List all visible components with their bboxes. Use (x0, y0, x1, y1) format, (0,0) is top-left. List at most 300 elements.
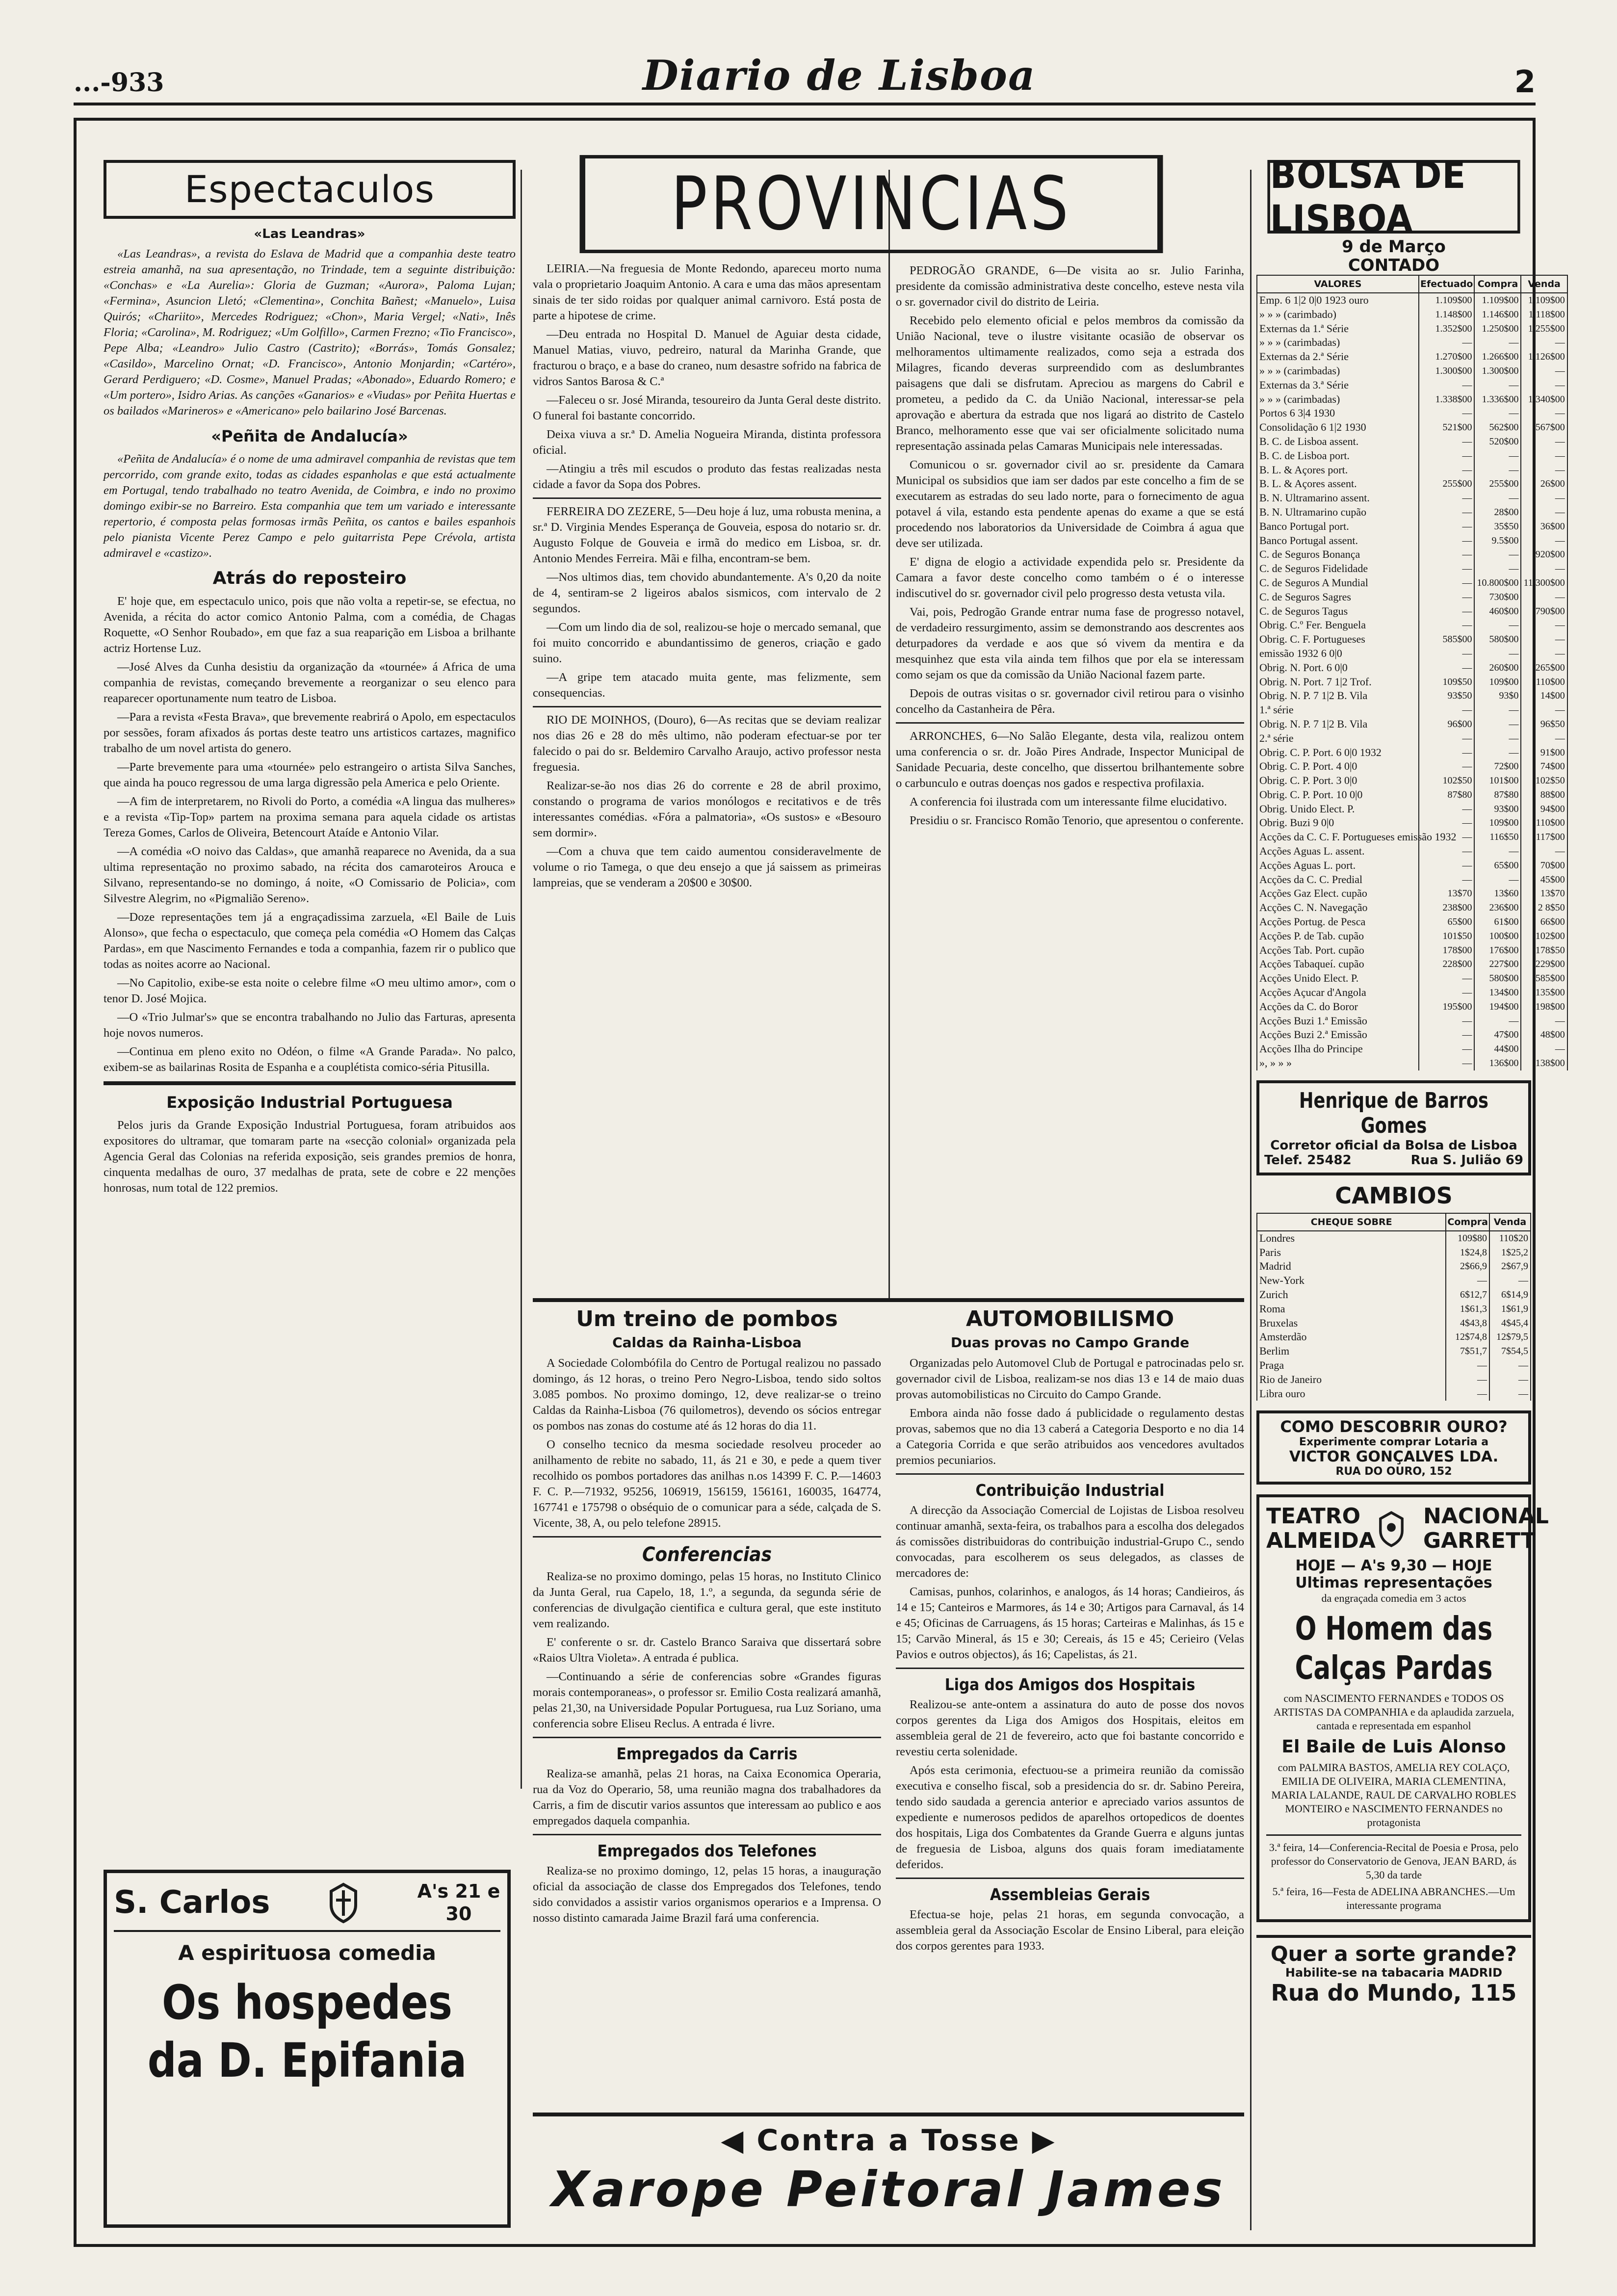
price-cell: — (1474, 378, 1521, 392)
price-cell: — (1419, 1014, 1474, 1028)
article-text: «Peñita de Andalucía» é o nome de uma admiravel companhia de revistas que tem percorrido, com grande exito, todas as cidades espanholas e que está actualmente em Portugal, tendo trabalhado no teatro Avenida, de Coimbra, e indo no proximo domingo exibir-se no Barreiro. Esta companhia que tem um variado e interessante repertorio, é composta pelas formosas irmãs Peñita, os cantos e bailes espanhois pelo pianista Vicente Perez Campo e pelo guitarrista Pepe Crévola, artista admiravel e «castizo». (104, 452, 516, 560)
price-cell: 70$00 (1521, 859, 1567, 873)
article-text: Organizadas pelo Automovel Club de Portugal e patrocinadas pelo sr. governador civil de Lisboa, realizam-se nos dias 13 e 14 de maio duas provas automobilisticas no Circuito do Campo Grande. (896, 1357, 1244, 1401)
price-cell: 520$00 (1474, 435, 1521, 449)
price-cell: — (1521, 435, 1567, 449)
table-row (1257, 505, 1567, 520)
price-cell: — (1474, 717, 1521, 731)
article-text: —Deu entrada no Hospital D. Manuel de Aguiar desta cidade, Manuel Matias, viuvo, pedreiro, natural da Marinha Grande, que fracturou o braço, e a base do craneo, num desastre sofrido na fabrica de vidros Santos Barosa & C.ª (533, 328, 881, 388)
rate-cell: 7$54,5 (1489, 1344, 1531, 1358)
table-row (1257, 590, 1567, 604)
price-cell: — (1419, 604, 1474, 619)
security-name: B. L. & Açores assent. (1257, 477, 1419, 491)
section-subheading: Caldas da Rainha-Lisboa (612, 1334, 802, 1351)
article-text: E' hoje que, em espectaculo unico, pois que não volta a repetir-se, se efectua, no Avenida, a récita do actor comico Antonio Palma, com a comédia, de Chagas Roquette, «O Senhor Roubado», em que faz a sua reaparição em Lisboa a brilhante actriz Hortense Luz. (104, 595, 516, 655)
price-cell: — (1474, 562, 1521, 576)
price-cell: — (1521, 336, 1567, 350)
table-row (1257, 322, 1567, 336)
price-cell: — (1419, 986, 1474, 1000)
table-row (1257, 1259, 1531, 1274)
section-subheading: Duas provas no Campo Grande (950, 1334, 1190, 1351)
col-header: Compra (1474, 275, 1521, 293)
price-cell: 1.352$00 (1419, 322, 1474, 336)
price-cell: 178$00 (1419, 943, 1474, 958)
ad-product: Xarope Peitoral James (551, 2161, 1226, 2218)
article-text: —Para a revista «Festa Brava», que brevemente reabrirá o Apolo, em espectaculos por sessões, foram afixados ás portas deste teatro uns artisticos cartazes, magnifico trabalho de um novel artista do genero. (104, 710, 516, 755)
security-name: » » » (carimbadas) (1257, 392, 1419, 407)
price-cell: — (1419, 971, 1474, 986)
rate-cell: 6$12,7 (1446, 1288, 1489, 1302)
price-cell: 134$00 (1474, 986, 1521, 1000)
price-cell: — (1521, 731, 1567, 746)
price-cell: 102$50 (1521, 774, 1567, 788)
price-cell: — (1419, 520, 1474, 534)
price-cell: 460$00 (1474, 604, 1521, 619)
price-cell: — (1419, 590, 1474, 604)
security-name: Acções C. N. Navegação (1257, 901, 1419, 915)
security-name: C. de Seguros Bonança (1257, 548, 1419, 562)
price-cell: 44$00 (1474, 1042, 1521, 1056)
price-cell: 227$00 (1474, 957, 1521, 971)
security-name: Acções da C. C. F. Portugueses emissão 1932 (1257, 830, 1419, 844)
security-name: B. C. de Lisboa port. (1257, 449, 1419, 463)
table-row (1257, 1344, 1531, 1358)
column-rule (888, 170, 890, 1298)
price-cell: 109$50 (1419, 675, 1474, 689)
ad-line: Rua do Mundo, 115 (1271, 1980, 1517, 2007)
play-title: Os hospedes da D. Epifania (147, 1975, 467, 2088)
price-cell: — (1474, 1014, 1521, 1028)
security-name: Acções Aguas L. port. (1257, 859, 1419, 873)
price-cell: 1.109$00 (1419, 293, 1474, 308)
section-rule (896, 1668, 1244, 1669)
article-text: —Atingiu a três mil escudos o produto das festas realizadas nesta cidade a favor da Sopa dos Pobres. (533, 462, 881, 491)
table-row (1257, 1373, 1531, 1387)
security-name: Acções Unido Elect. P. (1257, 971, 1419, 986)
table-row (1257, 1288, 1531, 1302)
article-text: PEDROGÃO GRANDE, 6—De visita ao sr. Julio Farinha, presidente da comissão administrativa deste concelho, esteve nesta vila o sr. governador civil do distrito de Leiria. (896, 264, 1244, 309)
price-cell: — (1419, 816, 1474, 830)
ad-line: Quer a sorte grande? (1270, 1942, 1517, 1966)
ad-note: 5.ª feira, 16—Festa de ADELINA ABRANCHES.—Um interessante programa (1272, 1885, 1515, 1912)
price-cell: — (1474, 844, 1521, 859)
price-cell: 1.336$00 (1474, 392, 1521, 407)
ad-line: Habilite-se na tabacaria MADRID (1285, 1966, 1503, 1980)
table-row (1257, 929, 1567, 943)
price-cell: 228$00 (1419, 957, 1474, 971)
security-name: Obrig. C. P. Port. 6 0|0 1932 (1257, 746, 1419, 760)
price-cell: — (1419, 1028, 1474, 1042)
xarope-ad (533, 2113, 1244, 2235)
exchange-table-body (1257, 1231, 1531, 1401)
price-cell: — (1419, 802, 1474, 816)
price-cell: 14$00 (1521, 689, 1567, 703)
cambios-title: CAMBIOS (1335, 1182, 1453, 1209)
price-cell: 102$00 (1521, 929, 1567, 943)
table-row (1257, 308, 1567, 322)
rate-cell: — (1446, 1274, 1489, 1288)
security-name: Consolidação 6 1|2 1930 (1257, 420, 1419, 435)
bolsa-date: 9 de Março (1342, 237, 1446, 257)
article-text: «Las Leandras», a revista do Eslava de Madrid que a companhia deste teatro estreia amanhã, na sua apresentação, no Trindade, tem a seguinte distribuição: «Conchas» e «La Aurelia»: Gloria de Guzman; «Aurora», Paloma Lujan; «Fermina», Asuncion Lletó; «Clementina», Conchita Bañest; «Manuelo», Luisa Quirós; «Chariito», Mercedes Rodriguez; «Chon», Maria Vergel; «Nati», Inês Floria; «Carolina», M. Rodriguez; «Um Golfillo», Carmen Frezno; «Tio Francisco», Pepe Alba; «Leandro» Julio Castro (Castrito); «Borrás», Tomás Gonsalez; «Casildo», Marcelino Ornat; «D. Francisco», Antonio Monjardin; «Cartéro», Gerard Perdiguero; «D. Cosme», Manuel Pradas; «Abonado», Eduardo Romero; e «Um portero», Isidro Arias. As canções «Ganarios» e «Viudas» por Peñita Huertas e os bailados «Marineros» e «Americano» pelo bailarino José Barcenas. (104, 247, 516, 417)
col-header: Venda (1521, 275, 1567, 293)
security-name: C. de Seguros Sagres (1257, 590, 1419, 604)
price-cell: — (1419, 746, 1474, 760)
issue-date: ...-933 (74, 68, 164, 98)
table-row (1257, 449, 1567, 463)
arrow-left-icon: ◀ (721, 2123, 745, 2158)
section-rule (896, 1878, 1244, 1879)
price-cell: 1.300$00 (1474, 364, 1521, 378)
price-cell: — (1474, 703, 1521, 717)
table-row (1257, 759, 1567, 774)
price-cell: 176$00 (1474, 943, 1521, 958)
table-row (1257, 703, 1567, 717)
price-cell: — (1521, 449, 1567, 463)
rate-cell: — (1489, 1387, 1531, 1401)
article-text: —Continua em pleno exito no Odéon, o filme «A Grande Parada». No palco, exibem-se as bailarinas Rosita de Espanha e a couplétista comico-séria Pitusilla. (104, 1045, 516, 1074)
briefs-right (896, 1302, 1244, 2112)
table-row (1257, 774, 1567, 788)
price-cell: 580$00 (1474, 632, 1521, 647)
security-name: Obrig. N. Port. 7 1|2 Trof. (1257, 675, 1419, 689)
price-cell: — (1419, 491, 1474, 505)
table-row (1257, 1246, 1531, 1260)
article-text: E' conferente o sr. dr. Castelo Branco Saraiva que dissertará sobre «Raios Ultra Violeta». A entrada é publica. (533, 1636, 881, 1665)
table-row (1257, 1387, 1531, 1401)
table-row (1257, 1302, 1531, 1316)
section-heading: Contribuição Industrial (975, 1481, 1165, 1500)
rate-cell: 110$20 (1489, 1231, 1531, 1246)
price-cell: 109$00 (1474, 816, 1521, 830)
sorte-ad (1256, 1935, 1531, 2006)
exchange-table (1256, 1213, 1531, 1401)
section-heading: Empregados da Carris (616, 1744, 798, 1763)
price-cell: — (1474, 873, 1521, 887)
article-text: Realiza-se no proximo domingo, pelas 15 horas, no Instituto Clinico da Junta Geral, rua Capelo, 18, 1.º, a segunda, da segunda série de conferencias de divulgação cientifica e cultura geral, que este instituto vem realizando. (533, 1570, 881, 1630)
security-name: » » » (carimbadas) (1257, 336, 1419, 350)
article-text: Embora ainda não fosse dado á publicidade o regulamento destas provas, sabemos que no dia 13 caberá a Categoria Desporto e no dia 14 a Categoria Corrida e que serão atribuidos aos vencedores avultados premios pecuniarios. (896, 1407, 1244, 1467)
price-cell: — (1419, 618, 1474, 632)
article-text: —A comédia «O noivo das Caldas», que amanhã reaparece no Avenida, da a sua ultima representação no proximo sabado, na récita dos camaroteiros Arouca e Silvano, representando-se no domingo, á noite, «O Comissario de Policia», com Silvestre Alegrim, no «Pigmalião Sereno». (104, 845, 516, 905)
price-cell: — (1474, 746, 1521, 760)
bolsa-contado: CONTADO (1348, 256, 1440, 275)
price-cell: 195$00 (1419, 1000, 1474, 1014)
table-row (1257, 548, 1567, 562)
security-name: Obrig. C. P. Port. 3 0|0 (1257, 774, 1419, 788)
section-heading: AUTOMOBILISMO (965, 1306, 1174, 1331)
price-cell: 1.146$00 (1474, 308, 1521, 322)
price-cell: 26$00 (1521, 477, 1567, 491)
rate-cell: 4$43,8 (1446, 1316, 1489, 1331)
currency-city: Bruxelas (1257, 1316, 1446, 1331)
price-cell: — (1521, 406, 1567, 420)
section-heading: Assembleias Gerais (990, 1885, 1150, 1904)
security-name: Externas da 1.ª Série (1257, 322, 1419, 336)
price-cell: 102$50 (1419, 774, 1474, 788)
price-cell: 72$00 (1474, 759, 1521, 774)
section-rule (533, 1536, 881, 1538)
table-row (1257, 830, 1567, 844)
article-text: A direcção da Associação Comercial de Lojistas de Lisboa resolveu continuar amanhã, sexta-feira, os trabalhos para a escolha dos delegados ás comissões distribuidoras do contribuição industrial-Grupo C., sendo convocadas, para escolherem os seus delegados, as classes de mercadores de: (896, 1504, 1244, 1580)
price-cell: — (1419, 534, 1474, 548)
price-cell: 45$00 (1521, 873, 1567, 887)
price-cell: — (1419, 463, 1474, 477)
price-cell: 13$60 (1474, 887, 1521, 901)
rate-cell: 1$25,2 (1489, 1246, 1531, 1260)
price-cell: 100$00 (1474, 929, 1521, 943)
security-name: Externas da 2.ª Série (1257, 350, 1419, 364)
table-row (1257, 463, 1567, 477)
price-cell: 178$50 (1521, 943, 1567, 958)
price-cell: 9.5$00 (1474, 534, 1521, 548)
article-text: Depois de outras visitas o sr. governador civil retirou para o visinho concelho da Castanheira de Pêra. (896, 687, 1244, 716)
table-row (1257, 618, 1567, 632)
theatre-name-left: TEATRO ALMEIDA (1266, 1504, 1376, 1554)
price-cell: 87$80 (1419, 788, 1474, 802)
article-text: —José Alves da Cunha desistiu da organização da «tournée» á Africa de uma companhia de revistas, começando brevemente a reorganizar o seu elenco para reaparecer oportunamente num teatro de Lisboa. (104, 660, 516, 705)
price-cell: 65$00 (1474, 859, 1521, 873)
table-row (1257, 520, 1567, 534)
security-name: Acções Aguas L. assent. (1257, 844, 1419, 859)
article-text: Pelos juris da Grande Exposição Industrial Portuguesa, foram atribuidos aos expositores do ultramar, que tomaram parte na «secção colonial» organizada pela Agencia Geral das Colonias na referida exposição, seis grandes premios de honra, cinquenta medalhas de ouro, 37 medalhas de prata, sete de cobre e 22 menções honrosas, num total de 122 premios. (104, 1119, 516, 1195)
price-cell: 88$00 (1521, 788, 1567, 802)
section-heading: Conferencias (642, 1543, 772, 1566)
price-cell: — (1419, 647, 1474, 661)
security-name: Obrig. C.º Fer. Benguela (1257, 618, 1419, 632)
ad-line: Ultimas representações (1295, 1574, 1492, 1592)
price-cell: — (1521, 703, 1567, 717)
article-text: Presidiu o sr. Francisco Romão Tenorio, que apresentou o conferente. (910, 814, 1244, 827)
price-cell: — (1521, 491, 1567, 505)
col-header: CHEQUE SOBRE (1257, 1213, 1446, 1231)
table-row (1257, 1000, 1567, 1014)
article-text: —A fim de interpretarem, no Rivoli do Porto, a comédia «A lingua das mulheres» e a revista «Tip-Top» partem na proxima semana para aquela cidade os artistas Tereza Gomes, Carlos de Oliveira, Betencourt Ataíde e Antonio Vilar. (104, 795, 516, 839)
table-row (1257, 788, 1567, 802)
price-cell: — (1521, 844, 1567, 859)
price-cell: — (1474, 647, 1521, 661)
article-text: Deixa viuva a sr.ª D. Amelia Nogueira Miranda, distinta professora oficial. (533, 428, 881, 457)
security-name: Externas da 3.ª Série (1257, 378, 1419, 392)
price-cell: 1.109$00 (1474, 293, 1521, 308)
article-text: FERREIRA DO ZEZERE, 5—Deu hoje á luz, uma robusta menina, a sr.ª D. Virginia Mendes Esperança de Gouveia, esposa do notario sr. dr. Augusto Folque de Gouveia e irmã do medico em Lisboa, sr. dr. Antonio Mendes Ferreira. Mãi e filha, encontram-se bem. (533, 505, 881, 565)
article-text: A Sociedade Colombófila do Centro de Portugal realizou no passado domingo, ás 12 horas, o treino Pero Negro-Lisboa, tendo sido soltos 3.085 pombos. No proximo domingo, 12, deve realizar-se o treino Caldas da Rainha-Lisboa (76 quilometros), devendo os sócios entregar os pombos nas zonas do costume até ás 12 horas do dia 11. (533, 1357, 881, 1433)
table-row (1257, 717, 1567, 731)
security-name: Obrig. Unido Elect. P. (1257, 802, 1419, 816)
price-cell: — (1419, 844, 1474, 859)
table-row (1257, 1274, 1531, 1288)
price-cell: 255$00 (1419, 477, 1474, 491)
article-text: Realizar-se-ão nos dias 26 do corrente e 28 de abril proximo, constando o programa de varios monólogos e recitativos e de três interessantes comédias. «Fóra a palmatoria», «Os sustos» e «Besouro sem dormir». (533, 779, 881, 839)
security-name: B. N. Ultramarino cupão (1257, 505, 1419, 520)
section-heading: Liga dos Amigos dos Hospitais (944, 1675, 1196, 1694)
table-row (1257, 435, 1567, 449)
ad-note: 3.ª feira, 14—Conferencia-Recital de Poesia e Prosa, pelo professor do Conservatorio de Genova, JEAN BARD, ás 5,30 da tarde (1269, 1841, 1519, 1881)
table-row (1257, 1358, 1531, 1373)
broker-role: Corretor oficial da Bolsa de Lisboa (1270, 1138, 1517, 1153)
price-cell: — (1419, 1042, 1474, 1056)
article-text: ARRONCHES, 6—No Salão Elegante, desta vila, realizou ontem uma conferencia o sr. dr. João Pires Andrade, Inspector Municipal de Sanidade Pecuaria, deste concelho, que dissertou brilhantemente sobre o carbunculo e outras doenças nos gados e respectiva profilaxia. (896, 730, 1244, 790)
price-cell: 1.255$00 (1521, 322, 1567, 336)
table-row (1257, 562, 1567, 576)
table-row (1257, 406, 1567, 420)
section-heading: Exposição Industrial Portuguesa (166, 1093, 453, 1112)
price-cell: — (1474, 491, 1521, 505)
table-row (1257, 915, 1567, 929)
price-cell: — (1521, 647, 1567, 661)
price-cell: — (1521, 378, 1567, 392)
cast-list: com PALMIRA BASTOS, AMELIA REY COLAÇO, EMILIA DE OLIVEIRA, MARIA CLEMENTINA, MARIA LALANDE, RAUL DE CARVALHO ROBLES MONTEIRO e NASCIMENTO FERNANDES no protagonista (1271, 1761, 1516, 1829)
table-row (1257, 873, 1567, 887)
price-cell: 236$00 (1474, 901, 1521, 915)
security-name: B. C. de Lisboa assent. (1257, 435, 1419, 449)
price-cell: — (1419, 859, 1474, 873)
price-cell: — (1419, 435, 1474, 449)
price-cell: — (1419, 731, 1474, 746)
section-rule (533, 1737, 881, 1738)
rate-cell: — (1446, 1358, 1489, 1373)
price-cell: 47$00 (1474, 1028, 1521, 1042)
security-name: Acções Tabaqueí. cupão (1257, 957, 1419, 971)
stock-table (1256, 275, 1568, 1070)
price-cell: — (1521, 364, 1567, 378)
table-row (1257, 392, 1567, 407)
currency-city: Paris (1257, 1246, 1446, 1260)
price-cell: 1.338$00 (1419, 392, 1474, 407)
rate-cell: — (1489, 1274, 1531, 1288)
henrique-ad (1256, 1080, 1531, 1175)
rate-cell: — (1489, 1373, 1531, 1387)
security-name: », » » » (1257, 1056, 1419, 1070)
price-cell: — (1419, 576, 1474, 590)
price-cell: 35$50 (1474, 520, 1521, 534)
table-row (1257, 943, 1567, 958)
price-cell: 96$50 (1521, 717, 1567, 731)
table-row (1257, 336, 1567, 350)
price-cell: — (1419, 548, 1474, 562)
sao-carlos-ad (104, 1870, 511, 2228)
price-cell: 2 8$50 (1521, 901, 1567, 915)
price-cell: — (1419, 830, 1474, 844)
article-text: —A gripe tem atacado muita gente, mas felizmente, sem consequencias. (533, 671, 881, 700)
broker-address: Rua S. Julião 69 (1410, 1152, 1523, 1168)
article-text: —O «Trio Julmar's» que se encontra trabalhando no Julio das Farturas, apresenta hoje novos numeros. (104, 1011, 516, 1040)
price-cell: — (1419, 1056, 1474, 1070)
section-heading: Empregados dos Telefones (597, 1841, 817, 1860)
currency-city: Zurich (1257, 1288, 1446, 1302)
crest-icon (321, 1880, 365, 1925)
price-cell: 1.118$00 (1521, 308, 1567, 322)
table-row (1257, 675, 1567, 689)
theatre-name: S. Carlos (114, 1884, 270, 1921)
price-cell: 1.270$00 (1419, 350, 1474, 364)
ad-subtitle: A espirituosa comedia (178, 1941, 436, 1965)
briefs-left (533, 1302, 881, 2112)
newspaper-title: Diario de Lisboa (642, 51, 1036, 100)
security-name: Acções Buzi 2.ª Emissão (1257, 1028, 1419, 1042)
article-text: Realizou-se ante-ontem a assinatura do auto de posse dos novos corpos gerentes da Liga dos Amigos dos Hospitais, eleitos em assembleia geral de 21 de fevereiro, acto que foi bastante concorrido e revestiu certa solenidade. (896, 1698, 1244, 1758)
rate-cell: — (1446, 1387, 1489, 1401)
table-row (1257, 689, 1567, 703)
security-name: C. de Seguros Fidelidade (1257, 562, 1419, 576)
col-header: VALORES (1257, 275, 1419, 293)
price-cell: — (1521, 505, 1567, 520)
price-cell: 198$00 (1521, 1000, 1567, 1014)
price-cell: 110$00 (1521, 816, 1567, 830)
price-cell: 11.300$00 (1521, 576, 1567, 590)
currency-city: Roma (1257, 1302, 1446, 1316)
table-row (1257, 844, 1567, 859)
price-cell: 13$70 (1521, 887, 1567, 901)
price-cell: 730$00 (1474, 590, 1521, 604)
price-cell: — (1521, 1042, 1567, 1056)
rate-cell: 12$79,5 (1489, 1330, 1531, 1344)
price-cell: 229$00 (1521, 957, 1567, 971)
theatre-ad (1256, 1494, 1549, 1922)
table-row (1257, 1014, 1567, 1028)
security-name: Banco Portugal assent. (1257, 534, 1419, 548)
rate-cell: 1$24,8 (1446, 1246, 1489, 1260)
table-row (1257, 364, 1567, 378)
table-row (1257, 350, 1567, 364)
table-row (1257, 534, 1567, 548)
price-cell: 521$00 (1419, 420, 1474, 435)
table-row (1257, 986, 1567, 1000)
price-cell: — (1419, 759, 1474, 774)
security-name: Portos 6 3|4 1930 (1257, 406, 1419, 420)
price-cell: 96$00 (1419, 717, 1474, 731)
provincias-column-2 (896, 121, 1244, 1298)
article-text: —Faleceu o sr. José Miranda, tesoureiro da Junta Geral deste distrito. O funeral foi bastante concorrido. (533, 393, 881, 422)
article-text: —No Capitolio, exibe-se esta noite o celebre filme «O meu ultimo amor», com o tenor D. José Mojica. (104, 976, 516, 1005)
price-cell: 790$00 (1521, 604, 1567, 619)
table-row (1257, 802, 1567, 816)
article-text: LEIRIA.—Na freguesia de Monte Redondo, apareceu morto numa vala o proprietario Joaquim Antonio. A cara e uma das mãos apresentam sinais de ter sido roidas por qualquer animal carnivoro. Está posta de parte a hipotese de crime. (533, 262, 881, 322)
table-row (1257, 420, 1567, 435)
price-cell: 93$50 (1419, 689, 1474, 703)
price-cell: — (1521, 590, 1567, 604)
article-text: —Com um lindo dia de sol, realizou-se hoje o mercado semanal, que foi muito concorrido e abundantissimo de generos, criação e gado suino. (533, 621, 881, 665)
currency-city: Praga (1257, 1358, 1446, 1373)
table-row (1257, 1330, 1531, 1344)
show-time: HOJE — A's 9,30 — HOJE (1295, 1557, 1492, 1575)
price-cell: 1.250$00 (1474, 322, 1521, 336)
price-cell: 580$00 (1474, 971, 1521, 986)
table-row (1257, 661, 1567, 675)
provincias-title: PROVINCIAS (580, 155, 1163, 253)
section-rule (1266, 1834, 1521, 1836)
price-cell: 48$00 (1521, 1028, 1567, 1042)
rate-cell: 2$66,9 (1446, 1259, 1489, 1274)
rate-cell: 109$80 (1446, 1231, 1489, 1246)
arrow-right-icon: ▶ (1032, 2123, 1056, 2158)
price-cell: 920$00 (1521, 548, 1567, 562)
price-cell: 562$00 (1474, 420, 1521, 435)
table-row (1257, 731, 1567, 746)
table-row (1257, 1056, 1567, 1070)
price-cell: — (1521, 618, 1567, 632)
currency-city: Libra ouro (1257, 1387, 1446, 1401)
price-cell: 10.800$00 (1474, 576, 1521, 590)
price-cell: — (1419, 505, 1474, 520)
broker-phone: Telef. 25482 (1264, 1152, 1352, 1168)
security-name: Obrig. N. Port. 6 0|0 (1257, 661, 1419, 675)
article-text: RIO DE MOINHOS, (Douro), 6—As recitas que se deviam realizar nos dias 26 e 28 do mês ultimo, não poderam efectuar-se por ter falecido o pai do sr. Beldemiro Carvalho Araujo, activo professor nesta freguesia. (533, 713, 881, 774)
security-name: 1.ª série (1257, 703, 1419, 717)
section-heading: Atrás do reposteiro (212, 568, 407, 588)
price-cell: — (1474, 731, 1521, 746)
column-rule (521, 170, 522, 1789)
